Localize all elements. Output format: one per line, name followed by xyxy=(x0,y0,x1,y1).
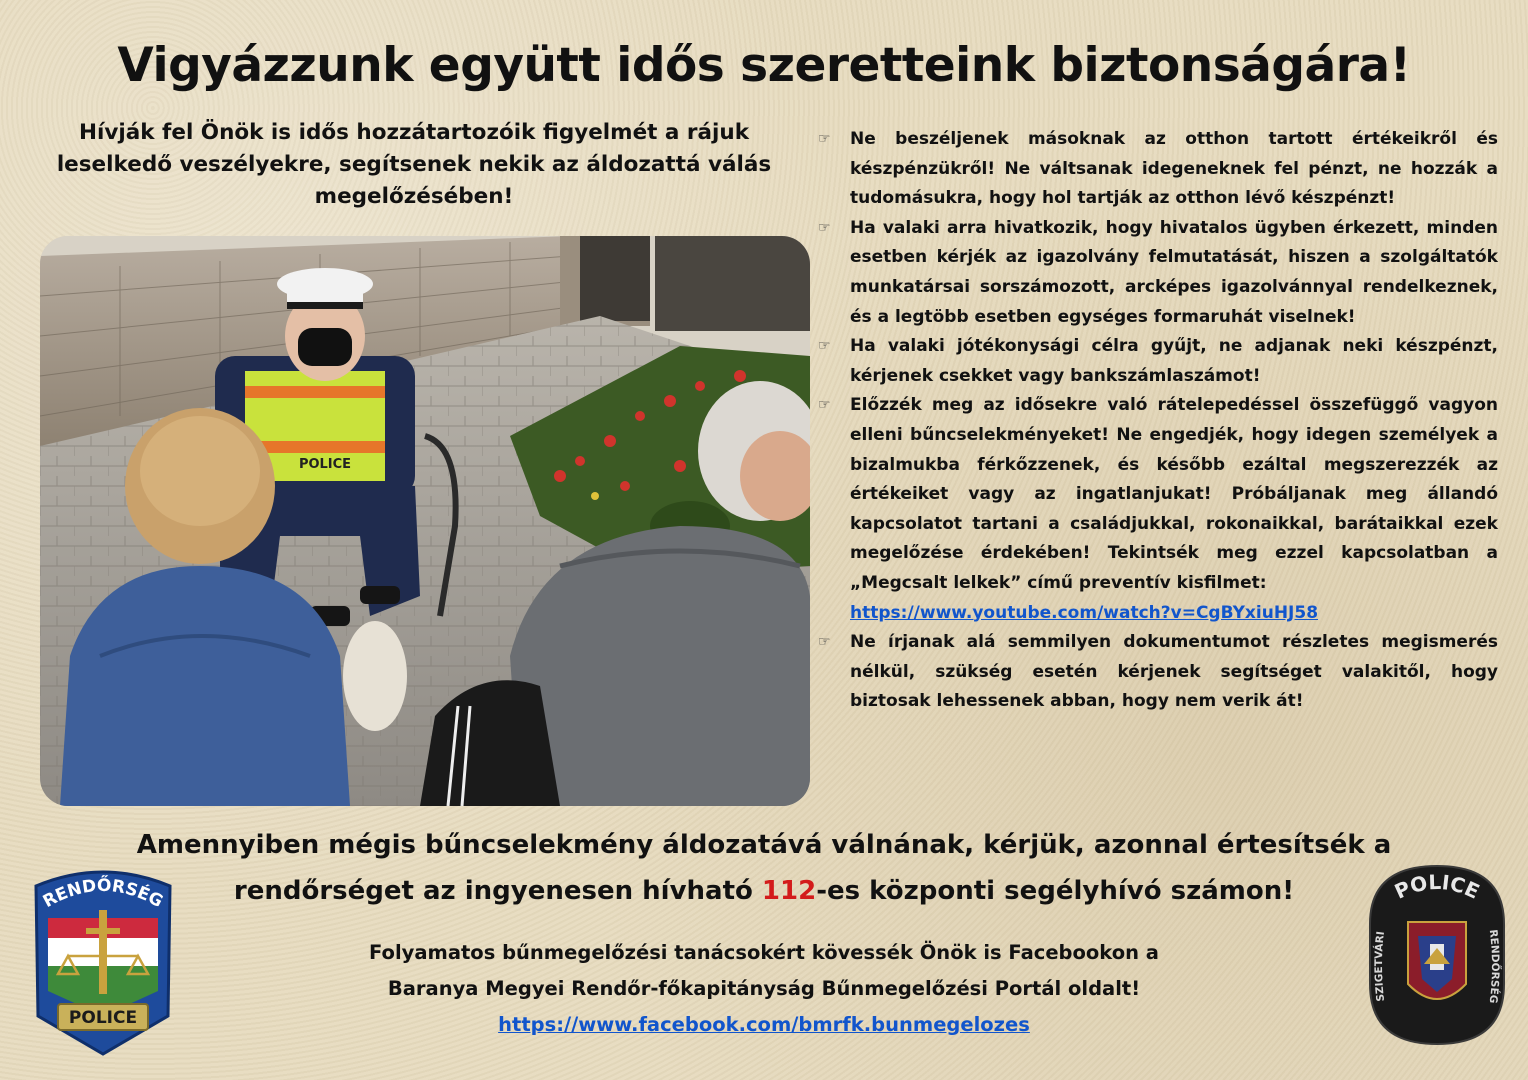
advice-item xyxy=(818,391,1498,628)
svg-text:POLICE: POLICE xyxy=(298,457,352,472)
badge-left-bottom-text: POLICE xyxy=(68,1008,138,1028)
advice-item xyxy=(818,214,1498,332)
advice-item xyxy=(818,628,1498,717)
follow-line-1: Folyamatos bűnmegelőzési tanácsokért kövessék Önök is Facebookon a xyxy=(369,941,1159,964)
facebook-link[interactable]: https://www.facebook.com/bmrfk.bunmegelozes xyxy=(498,1013,1030,1036)
pointing-hand-icon: ☞ xyxy=(818,219,831,236)
pointing-hand-icon: ☞ xyxy=(818,131,831,147)
badge-right-left-text: SZIGETVÁRI xyxy=(1372,930,1388,1003)
badge-right-right-text: RENDŐRSÉG xyxy=(1486,928,1502,1004)
advice-item xyxy=(818,332,1498,391)
cta-line-1: Amennyiben mégis bűncselekmény áldozatává válnának, kérjük, azonnal értesítsék a xyxy=(136,830,1392,860)
police-visit-photo xyxy=(40,236,810,806)
facebook-follow-text xyxy=(230,935,1298,1043)
advice-list xyxy=(818,125,1498,717)
advice-text: Ha valaki jótékonysági célra gyűjt, ne adjanak neki készpénzt, kérjenek csekket vagy bankszámlaszámot! xyxy=(850,336,1498,386)
pointing-hand-icon: ☞ xyxy=(818,338,831,355)
advice-text: Ha valaki arra hivatkozik, hogy hivatalos ügyben érkezett, minden esetben kérjék az igazolvány felmutatását, hiszen a szolgáltatók munkatársai sorszámozott, arcképes igazolvánnyal rendelkeznek, és a legtöbb esetben egységes formaruhát viselnek! xyxy=(850,217,1498,327)
pointing-hand-icon: ☞ xyxy=(818,634,831,651)
szigetvar-police-badge xyxy=(1368,864,1506,1046)
emergency-number: 112 xyxy=(761,876,817,906)
advice-text: Ne beszéljenek másoknak az otthon tartott értékeikről és készpénzükről! Ne váltsanak idegeneknek fel pénzt, ne hozzák a tudomásukra, hogy hol tartják az otthon lévő készpénzt! xyxy=(850,129,1498,209)
advice-item xyxy=(818,125,1498,214)
pointing-hand-icon: ☞ xyxy=(818,397,831,414)
cta-line-2-end: -es központi segélyhívó számon! xyxy=(816,876,1295,906)
badge-right-top-text: POLICE xyxy=(1390,869,1484,904)
police-shield-logo xyxy=(28,866,178,1056)
emergency-call-text xyxy=(40,822,1488,914)
follow-line-2: Baranya Megyei Rendőr-főkapitányság Bűnmegelőzési Portál oldalt! xyxy=(387,977,1141,1000)
badge-left-top-text: RENDŐRSÉG xyxy=(39,875,167,913)
cta-line-2-start: rendőrséget az ingyenesen hívható xyxy=(233,876,762,906)
advice-text: Előzzék meg az idősekre való rátelepedéssel összefüggő vagyon elleni bűncselekményeket! Ne engedjék, hogy idegen személyek a bizalmukba férkőzzenek, és később ezáltal megszerezzék az értékeiket vagy az ingatlanjukat! Próbáljanak meg állandó kapcsolatot tartani a családjukkal, rokonaikkal, barátaikkal ezek megelőzése érdekében! Tekintsék meg ezzel kapcsolatban a „Megcsalt lelkek” című preventív kisfilmet: xyxy=(850,395,1498,593)
intro-text: Hívják fel Önök is idős hozzátartozóik figyelmét a rájuk leselkedő veszélyekre, segítsenek nekik az áldozattá válás megelőzésében! xyxy=(56,120,772,209)
youtube-link[interactable]: https://www.youtube.com/watch?v=CgBYxiuHJ58 xyxy=(850,602,1319,623)
advice-text: Ne írjanak alá semmilyen dokumentumot részletes megismerés nélkül, szükség esetén kérjenek segítséget valakitől, hogy biztosak lehessenek abban, hogy nem verik át! xyxy=(850,632,1498,712)
page-title: Vigyázzunk együtt idős szeretteink biztonságára! xyxy=(117,38,1411,93)
